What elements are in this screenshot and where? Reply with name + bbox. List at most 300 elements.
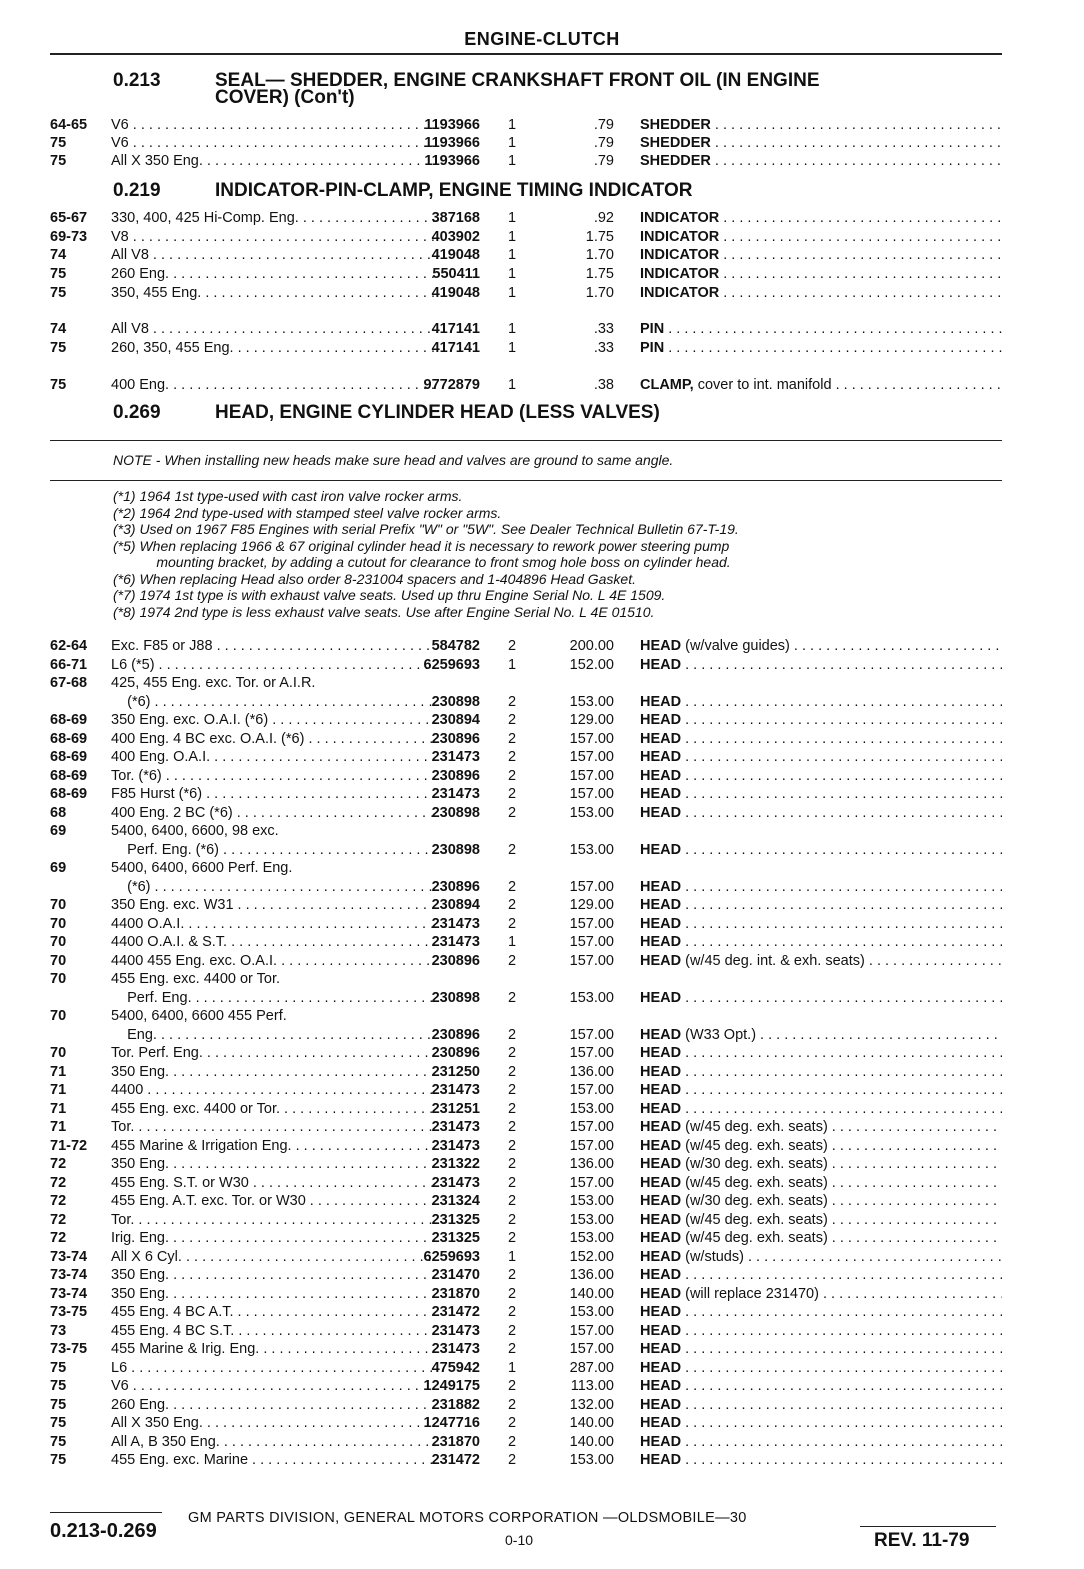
footnote-line: (*6) When replacing Head also order 8-231004 spacers and 1-404896 Head Gasket. bbox=[113, 570, 636, 587]
quantity-cell: 2 bbox=[507, 842, 517, 858]
item-cell bbox=[640, 1118, 1002, 1136]
table-row bbox=[50, 1155, 1002, 1173]
item-name: SHEDDER bbox=[640, 153, 711, 169]
item-name: HEAD bbox=[640, 934, 682, 950]
part-number-cell: 230898 bbox=[431, 842, 480, 858]
description-text: 350, 455 Eng. bbox=[111, 285, 202, 301]
footer-rule-left bbox=[50, 1512, 162, 1513]
item-name: HEAD bbox=[640, 1434, 682, 1450]
footer-rule-right bbox=[860, 1526, 996, 1527]
item-name: HEAD bbox=[640, 916, 682, 932]
price-cell: .33 bbox=[593, 340, 614, 356]
year-cell: 73 bbox=[50, 1323, 67, 1339]
price-cell: 157.00 bbox=[569, 916, 614, 932]
item-cell bbox=[640, 1192, 1002, 1210]
item-note: (w/45 deg. exh. seats) bbox=[681, 1230, 828, 1246]
item-cell bbox=[640, 1359, 1002, 1377]
item-cell bbox=[640, 228, 1002, 246]
part-number-cell: 230898 bbox=[431, 990, 480, 1006]
table-row bbox=[50, 284, 1002, 302]
table-row bbox=[50, 1359, 1002, 1377]
price-cell: 140.00 bbox=[569, 1415, 614, 1431]
price-cell: 153.00 bbox=[569, 842, 614, 858]
footnote-line: (*3) Used on 1967 F85 Engines with serial Prefix "W" or "5W". See Dealer Technical Bulletin 67-T-19. bbox=[113, 521, 739, 537]
part-number-cell: 231870 bbox=[431, 1286, 480, 1302]
description-text: 455 Eng. exc. Marine bbox=[111, 1452, 249, 1468]
year-cell: 68-69 bbox=[50, 768, 88, 784]
part-number-cell: 419048 bbox=[431, 285, 480, 301]
item-cell bbox=[640, 711, 1002, 729]
item-name: HEAD bbox=[640, 953, 682, 969]
quantity-cell: 2 bbox=[507, 897, 517, 913]
item-name: HEAD bbox=[640, 1230, 682, 1246]
item-name: HEAD bbox=[640, 1027, 682, 1043]
year-cell: 68-69 bbox=[50, 731, 88, 747]
part-number-cell: 230894 bbox=[431, 712, 480, 728]
description-cell bbox=[111, 970, 437, 988]
footer-revision: REV. 11-79 bbox=[874, 1530, 970, 1551]
table-row bbox=[50, 711, 1002, 729]
price-cell: 157.00 bbox=[569, 1341, 614, 1357]
quantity-cell: 2 bbox=[507, 1286, 517, 1302]
part-number-cell: 231870 bbox=[431, 1434, 480, 1450]
quantity-cell: 2 bbox=[507, 1064, 517, 1080]
table-row bbox=[50, 1396, 1002, 1414]
description-text: Exc. F85 or J88 bbox=[111, 638, 213, 654]
quantity-cell: 2 bbox=[507, 1415, 517, 1431]
item-name: HEAD bbox=[640, 1378, 682, 1394]
installation-note: NOTE - When installing new heads make sure head and valves are ground to same angle. bbox=[113, 452, 674, 468]
item-cell bbox=[640, 246, 1002, 264]
price-cell: .33 bbox=[593, 321, 614, 337]
quantity-cell: 2 bbox=[507, 1323, 517, 1339]
description-text: 350 Eng. bbox=[111, 1286, 170, 1302]
price-cell: 136.00 bbox=[569, 1156, 614, 1172]
item-note: (w/studs) bbox=[681, 1249, 744, 1265]
year-cell: 72 bbox=[50, 1230, 67, 1246]
quantity-cell: 2 bbox=[507, 990, 517, 1006]
item-name: SHEDDER bbox=[640, 117, 711, 133]
footer-publisher: GM PARTS DIVISION, GENERAL MOTORS CORPORATION —OLDSMOBILE—30 bbox=[188, 1510, 747, 1526]
description-text: F85 Hurst (*6) bbox=[111, 786, 203, 802]
description-text: 455 Eng. S.T. or W30 bbox=[111, 1175, 249, 1191]
table-row bbox=[50, 209, 1002, 227]
price-cell: 140.00 bbox=[569, 1286, 614, 1302]
description-text: 455 Marine & Irrigation Eng. bbox=[111, 1138, 292, 1154]
description-text: All X 350 Eng. bbox=[111, 1415, 203, 1431]
quantity-cell: 1 bbox=[507, 1360, 517, 1376]
year-cell: 69 bbox=[50, 860, 67, 876]
year-cell: 73-74 bbox=[50, 1286, 88, 1302]
year-cell: 71 bbox=[50, 1101, 67, 1117]
year-cell: 69-73 bbox=[50, 229, 88, 245]
quantity-cell: 2 bbox=[507, 1378, 517, 1394]
table-row bbox=[50, 1377, 1002, 1395]
price-cell: 153.00 bbox=[569, 1101, 614, 1117]
description-text: 5400, 6400, 6600, 98 exc. bbox=[111, 823, 279, 839]
item-cell bbox=[640, 265, 1002, 283]
footer-page-number: 0-10 bbox=[505, 1532, 534, 1548]
quantity-cell: 2 bbox=[507, 1397, 517, 1413]
item-name: HEAD bbox=[640, 1175, 682, 1191]
item-note: (w/valve guides) bbox=[681, 638, 790, 654]
price-cell: 153.00 bbox=[569, 1304, 614, 1320]
item-name: INDICATOR bbox=[640, 266, 720, 282]
price-cell: 129.00 bbox=[569, 712, 614, 728]
year-cell: 65-67 bbox=[50, 210, 88, 226]
item-cell bbox=[640, 284, 1002, 302]
item-note: (will replace 231470) bbox=[681, 1286, 819, 1302]
section-number: 0.213 bbox=[113, 70, 161, 91]
table-row bbox=[50, 656, 1002, 674]
price-cell: 1.75 bbox=[585, 229, 614, 245]
description-text: 5400, 6400, 6600 Perf. Eng. bbox=[111, 860, 293, 876]
part-number-cell: 417141 bbox=[431, 340, 480, 356]
description-text: 350 Eng. bbox=[111, 1156, 170, 1172]
price-cell: 157.00 bbox=[569, 731, 614, 747]
footnote-line: (*1) 1964 1st type-used with cast iron valve rocker arms. bbox=[113, 488, 463, 504]
quantity-cell: 1 bbox=[507, 266, 517, 282]
part-number-cell: 231322 bbox=[431, 1156, 480, 1172]
description-text: (*6) bbox=[111, 694, 151, 710]
price-cell: 136.00 bbox=[569, 1064, 614, 1080]
year-cell: 73-74 bbox=[50, 1267, 88, 1283]
year-cell: 70 bbox=[50, 971, 67, 987]
part-number-cell: 231882 bbox=[431, 1397, 480, 1413]
table-row bbox=[50, 1063, 1002, 1081]
item-cell bbox=[640, 1211, 1002, 1229]
part-number-cell: 231251 bbox=[431, 1101, 480, 1117]
item-cell bbox=[640, 1377, 1002, 1395]
price-cell: 153.00 bbox=[569, 1193, 614, 1209]
table-row bbox=[50, 1174, 1002, 1192]
part-number-cell: 387168 bbox=[431, 210, 480, 226]
part-number-cell: 231325 bbox=[431, 1230, 480, 1246]
year-cell: 75 bbox=[50, 1378, 67, 1394]
footnote-line: (*2) 1964 2nd type-used with stamped steel valve rocker arms. bbox=[113, 504, 502, 521]
description-text: 455 Eng. 4 BC A.T. bbox=[111, 1304, 234, 1320]
year-cell: 71-72 bbox=[50, 1138, 88, 1154]
year-cell: 72 bbox=[50, 1212, 67, 1228]
price-cell: 157.00 bbox=[569, 953, 614, 969]
description-text: 350 Eng. exc. O.A.I. (*6) bbox=[111, 712, 269, 728]
item-note: (w/45 deg. exh. seats) bbox=[681, 1212, 828, 1228]
description-cell bbox=[111, 822, 437, 840]
item-name: HEAD bbox=[640, 638, 682, 654]
description-text: V6 bbox=[111, 117, 129, 133]
description-text: V8 bbox=[111, 229, 129, 245]
quantity-cell: 1 bbox=[507, 117, 517, 133]
item-name: HEAD bbox=[640, 1360, 682, 1376]
quantity-cell: 2 bbox=[507, 1304, 517, 1320]
part-number-cell: 231473 bbox=[431, 1323, 480, 1339]
year-cell: 75 bbox=[50, 135, 67, 151]
description-text: V6 bbox=[111, 135, 129, 151]
year-cell: 75 bbox=[50, 1434, 67, 1450]
description-text: 455 Eng. exc. 4400 or Tor. bbox=[111, 971, 281, 987]
item-cell bbox=[640, 748, 1002, 766]
item-note: (w/30 deg. exh. seats) bbox=[681, 1193, 828, 1209]
item-cell bbox=[640, 989, 1002, 1007]
item-name: PIN bbox=[640, 321, 665, 337]
item-name: HEAD bbox=[640, 1082, 682, 1098]
section-number: 0.269 bbox=[113, 402, 161, 423]
description-cell bbox=[111, 674, 437, 692]
item-name: HEAD bbox=[640, 749, 682, 765]
item-cell bbox=[640, 933, 1002, 951]
part-number-cell: 230896 bbox=[431, 1045, 480, 1061]
price-cell: 153.00 bbox=[569, 1212, 614, 1228]
year-cell: 72 bbox=[50, 1156, 67, 1172]
price-cell: 157.00 bbox=[569, 1323, 614, 1339]
year-cell: 75 bbox=[50, 153, 67, 169]
part-number-cell: 230896 bbox=[431, 1027, 480, 1043]
item-name: INDICATOR bbox=[640, 229, 720, 245]
quantity-cell: 1 bbox=[507, 657, 517, 673]
item-cell bbox=[640, 1044, 1002, 1062]
year-cell: 75 bbox=[50, 1360, 67, 1376]
part-number-cell: 6259693 bbox=[423, 1249, 480, 1265]
year-cell: 71 bbox=[50, 1119, 67, 1135]
description-text: 260, 350, 455 Eng. bbox=[111, 340, 234, 356]
item-note: (w/45 deg. exh. seats) bbox=[681, 1138, 828, 1154]
quantity-cell: 2 bbox=[507, 786, 517, 802]
description-text: 400 Eng. bbox=[111, 377, 170, 393]
part-number-cell: 419048 bbox=[431, 247, 480, 263]
quantity-cell: 2 bbox=[507, 1101, 517, 1117]
year-cell: 70 bbox=[50, 916, 67, 932]
table-row bbox=[50, 116, 1002, 134]
item-name: HEAD bbox=[640, 768, 682, 784]
year-cell: 72 bbox=[50, 1175, 67, 1191]
note-rule-top bbox=[50, 440, 1002, 441]
item-cell bbox=[640, 1248, 1002, 1266]
price-cell: 157.00 bbox=[569, 879, 614, 895]
year-cell: 68 bbox=[50, 805, 67, 821]
table-row bbox=[50, 152, 1002, 170]
quantity-cell: 2 bbox=[507, 694, 517, 710]
part-number-cell: 417141 bbox=[431, 321, 480, 337]
section-number: 0.219 bbox=[113, 180, 161, 201]
part-number-cell: 231472 bbox=[431, 1452, 480, 1468]
quantity-cell: 2 bbox=[507, 1138, 517, 1154]
quantity-cell: 2 bbox=[507, 1082, 517, 1098]
description-text: Tor. bbox=[111, 1212, 135, 1228]
item-name: HEAD bbox=[640, 1045, 682, 1061]
table-row bbox=[50, 989, 1002, 1007]
part-number-cell: 1247716 bbox=[423, 1415, 480, 1431]
part-number-cell: 231472 bbox=[431, 1304, 480, 1320]
price-cell: .79 bbox=[593, 153, 614, 169]
item-name: HEAD bbox=[640, 694, 682, 710]
table-row bbox=[50, 693, 1002, 711]
quantity-cell: 1 bbox=[507, 153, 517, 169]
table-row bbox=[50, 134, 1002, 152]
footnote-line: (*7) 1974 1st type is with exhaust valve seats. Used up thru Engine Serial No. L 4E 1509. bbox=[113, 587, 666, 603]
table-row bbox=[50, 320, 1002, 338]
item-cell bbox=[640, 1451, 1002, 1469]
table-row bbox=[50, 970, 1002, 988]
description-text: 400 Eng. 4 BC exc. O.A.I. (*6) bbox=[111, 731, 305, 747]
item-name: INDICATOR bbox=[640, 285, 720, 301]
price-cell: 152.00 bbox=[569, 657, 614, 673]
part-number-cell: 231473 bbox=[431, 934, 480, 950]
part-number-cell: 230898 bbox=[431, 694, 480, 710]
item-cell bbox=[640, 1303, 1002, 1321]
quantity-cell: 2 bbox=[507, 749, 517, 765]
table-row bbox=[50, 1414, 1002, 1432]
item-cell bbox=[640, 915, 1002, 933]
quantity-cell: 2 bbox=[507, 1212, 517, 1228]
item-cell bbox=[640, 320, 1002, 338]
year-cell: 68-69 bbox=[50, 749, 88, 765]
year-cell: 75 bbox=[50, 1415, 67, 1431]
description-text: 400 Eng. O.A.I. bbox=[111, 749, 211, 765]
table-row bbox=[50, 1211, 1002, 1229]
year-cell: 64-65 bbox=[50, 117, 88, 133]
quantity-cell: 2 bbox=[507, 1434, 517, 1450]
item-name: HEAD bbox=[640, 1138, 682, 1154]
footnote-line: mounting bracket, by adding a cutout for clearance to front smog hole boss on cylinder head. bbox=[133, 554, 731, 570]
item-name: INDICATOR bbox=[640, 210, 720, 226]
item-cell bbox=[640, 1322, 1002, 1340]
quantity-cell: 1 bbox=[507, 229, 517, 245]
table-row bbox=[50, 1044, 1002, 1062]
year-cell: 70 bbox=[50, 1008, 67, 1024]
part-number-cell: 231473 bbox=[431, 1341, 480, 1357]
item-note: (w/45 deg. int. & exh. seats) bbox=[681, 953, 865, 969]
description-text: 4400 455 Eng. exc. O.A.I. bbox=[111, 953, 278, 969]
item-cell bbox=[640, 637, 1002, 655]
part-number-cell: 231473 bbox=[431, 1138, 480, 1154]
description-text: 4400 O.A.I. & S.T. bbox=[111, 934, 228, 950]
item-cell bbox=[640, 1266, 1002, 1284]
item-name: HEAD bbox=[640, 1156, 682, 1172]
footnote-line: (*5) When replacing 1966 & 67 original cylinder head it is necessary to rework power steering pump bbox=[113, 537, 730, 554]
item-cell bbox=[640, 1174, 1002, 1192]
table-row bbox=[50, 896, 1002, 914]
part-number-cell: 230896 bbox=[431, 953, 480, 969]
price-cell: 157.00 bbox=[569, 1119, 614, 1135]
description-text: L6 (*5) bbox=[111, 657, 155, 673]
year-cell: 75 bbox=[50, 1397, 67, 1413]
price-cell: 157.00 bbox=[569, 1045, 614, 1061]
item-name: HEAD bbox=[640, 1249, 682, 1265]
quantity-cell: 2 bbox=[507, 1230, 517, 1246]
note-rule-bottom bbox=[50, 480, 1002, 481]
item-cell bbox=[640, 1340, 1002, 1358]
table-row bbox=[50, 1137, 1002, 1155]
description-text: Perf. Eng. bbox=[111, 990, 192, 1006]
description-text: 455 Marine & Irig. Eng. bbox=[111, 1341, 260, 1357]
description-text: 455 Eng. 4 BC S.T. bbox=[111, 1323, 235, 1339]
quantity-cell: 2 bbox=[507, 638, 517, 654]
part-number-cell: 230896 bbox=[431, 879, 480, 895]
item-cell bbox=[640, 656, 1002, 674]
price-cell: 153.00 bbox=[569, 1230, 614, 1246]
section-title bbox=[215, 72, 1035, 106]
item-cell bbox=[640, 896, 1002, 914]
description-text: 425, 455 Eng. exc. Tor. or A.I.R. bbox=[111, 675, 316, 691]
price-cell: 140.00 bbox=[569, 1434, 614, 1450]
price-cell: 153.00 bbox=[569, 990, 614, 1006]
part-number-cell: 230896 bbox=[431, 731, 480, 747]
item-cell bbox=[640, 339, 1002, 357]
item-note: (w/45 deg. exh. seats) bbox=[681, 1119, 828, 1135]
year-cell: 70 bbox=[50, 934, 67, 950]
table-row bbox=[50, 859, 1002, 877]
price-cell: .79 bbox=[593, 135, 614, 151]
part-number-cell: 231473 bbox=[431, 749, 480, 765]
part-number-cell: 1193966 bbox=[424, 135, 480, 151]
part-number-cell: 231250 bbox=[431, 1064, 480, 1080]
table-row bbox=[50, 804, 1002, 822]
item-note: (w/30 deg. exh. seats) bbox=[681, 1156, 828, 1172]
year-cell: 67-68 bbox=[50, 675, 88, 691]
quantity-cell: 2 bbox=[507, 768, 517, 784]
part-number-cell: 550411 bbox=[432, 266, 480, 282]
part-number-cell: 230894 bbox=[431, 897, 480, 913]
item-cell bbox=[640, 1285, 1002, 1303]
description-text: Irig. Eng. bbox=[111, 1230, 170, 1246]
quantity-cell: 2 bbox=[507, 1267, 517, 1283]
year-cell: 70 bbox=[50, 897, 67, 913]
quantity-cell: 1 bbox=[507, 135, 517, 151]
year-cell: 73-75 bbox=[50, 1304, 88, 1320]
quantity-cell: 1 bbox=[507, 1249, 517, 1265]
item-cell bbox=[640, 1229, 1002, 1247]
part-number-cell: 1193966 bbox=[424, 117, 480, 133]
item-cell bbox=[640, 1414, 1002, 1432]
description-text: 350 Eng. exc. W31 bbox=[111, 897, 234, 913]
part-number-cell: 403902 bbox=[431, 229, 480, 245]
section-title: HEAD, ENGINE CYLINDER HEAD (LESS VALVES) bbox=[215, 402, 660, 423]
year-cell: 74 bbox=[50, 321, 67, 337]
item-name: HEAD bbox=[640, 786, 682, 802]
year-cell: 74 bbox=[50, 247, 67, 263]
table-row bbox=[50, 822, 1002, 840]
quantity-cell: 1 bbox=[507, 210, 517, 226]
description-text: All V8 bbox=[111, 247, 149, 263]
item-note: (W33 Opt.) bbox=[681, 1027, 757, 1043]
table-row bbox=[50, 933, 1002, 951]
item-name: HEAD bbox=[640, 712, 682, 728]
part-number-cell: 231473 bbox=[431, 1119, 480, 1135]
item-name: HEAD bbox=[640, 990, 682, 1006]
item-name: HEAD bbox=[640, 657, 682, 673]
year-cell: 70 bbox=[50, 1045, 67, 1061]
price-cell: 152.00 bbox=[569, 1249, 614, 1265]
item-name: HEAD bbox=[640, 731, 682, 747]
part-number-cell: 231473 bbox=[431, 786, 480, 802]
price-cell: .79 bbox=[593, 117, 614, 133]
item-name: HEAD bbox=[640, 1415, 682, 1431]
part-number-cell: 230896 bbox=[431, 768, 480, 784]
item-cell bbox=[640, 1396, 1002, 1414]
year-cell: 73-75 bbox=[50, 1341, 88, 1357]
quantity-cell: 2 bbox=[507, 1045, 517, 1061]
price-cell: 157.00 bbox=[569, 1175, 614, 1191]
price-cell: .38 bbox=[593, 377, 614, 393]
item-name: HEAD bbox=[640, 1452, 682, 1468]
quantity-cell: 1 bbox=[507, 934, 517, 950]
price-cell: 157.00 bbox=[569, 1082, 614, 1098]
section-title-line1: SEAL— SHEDDER, ENGINE CRANKSHAFT FRONT OIL (IN ENGINE bbox=[215, 70, 820, 91]
price-cell: 1.70 bbox=[585, 247, 614, 263]
price-cell: 153.00 bbox=[569, 805, 614, 821]
quantity-cell: 2 bbox=[507, 1341, 517, 1357]
year-cell: 75 bbox=[50, 285, 67, 301]
